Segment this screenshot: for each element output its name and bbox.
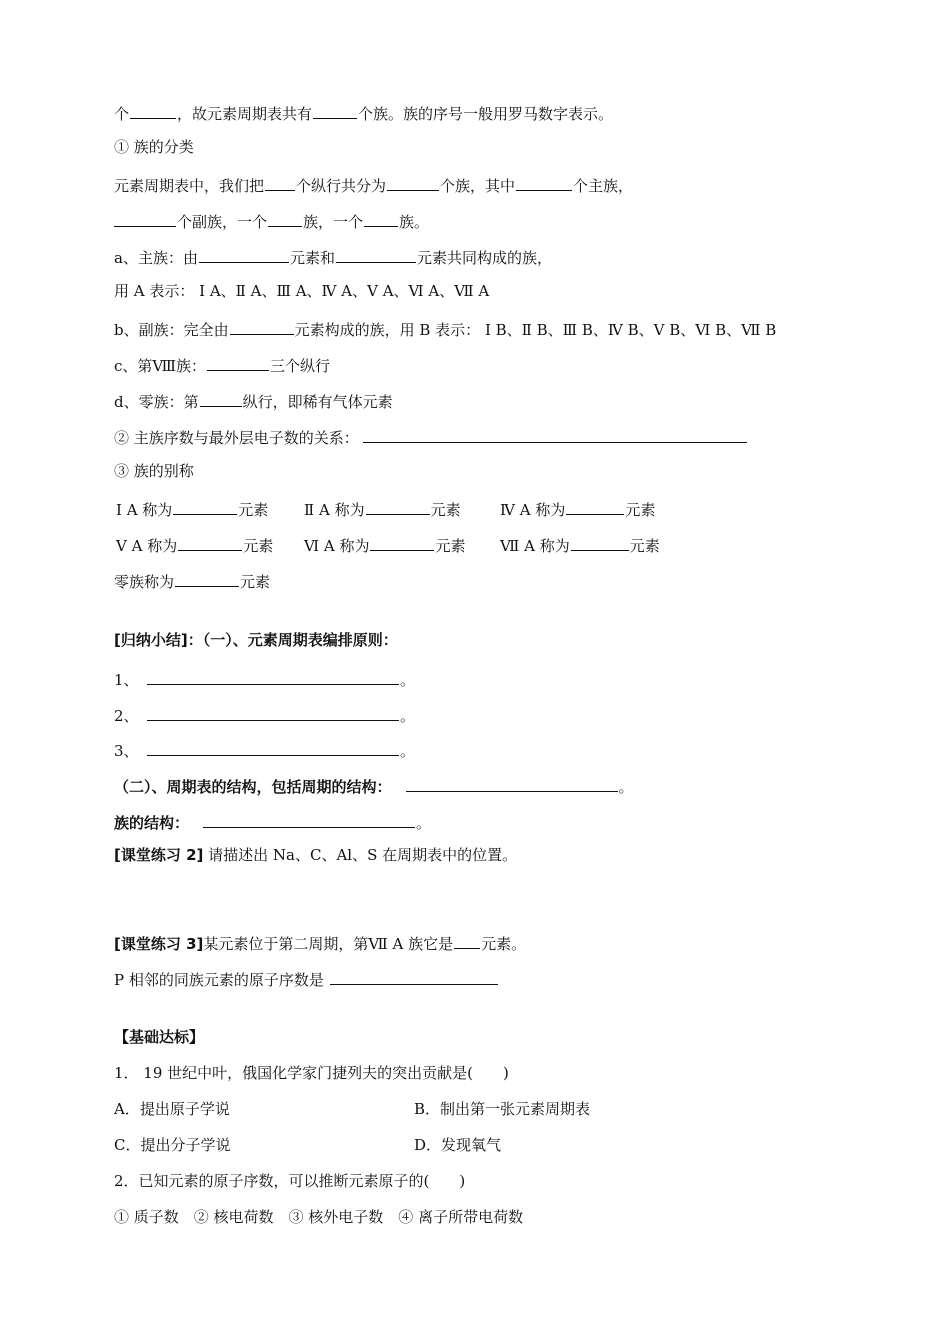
fill-blank[interactable]	[199, 248, 289, 263]
alias-5a: Ⅴ A 称为 元素	[116, 537, 274, 555]
fill-blank[interactable]	[268, 212, 302, 227]
text: 个纵行共分为	[296, 177, 387, 195]
text: 元素构成的族，用 B 表示： Ⅰ B、Ⅱ B、Ⅲ B、Ⅳ B、Ⅴ B、Ⅵ B、Ⅶ B	[294, 321, 777, 339]
principle-1: 1、 。	[114, 671, 416, 689]
alias-4a: Ⅳ A 称为 元素	[500, 501, 656, 519]
exercise-3-line2: P 相邻的同族元素的原子序数是	[114, 970, 499, 988]
question-1: 1． 19 世纪中叶，俄国化学家门捷列夫的突出贡献是( )	[114, 1064, 509, 1082]
alias-7a: Ⅶ A 称为 元素	[500, 537, 660, 555]
question-2: 2．已知元素的原子序数，可以推断元素原子的( )	[114, 1172, 466, 1190]
fill-blank[interactable]	[363, 428, 747, 443]
exercise-3: [课堂练习 3]某元素位于第二周期，第Ⅶ A 族它是 元素。	[114, 935, 527, 953]
line-group-count	[114, 104, 613, 122]
alias-1a: Ⅰ A 称为 元素	[116, 501, 269, 519]
summary-title: [归纳小结]：（一）、元素周期表编排原则：	[114, 631, 398, 649]
text: 族。	[399, 213, 430, 231]
text: 个族，其中	[440, 177, 516, 195]
fill-blank[interactable]	[178, 536, 242, 551]
line-columns	[114, 176, 633, 194]
fill-blank[interactable]	[175, 572, 239, 587]
q1-option-a[interactable]: A．提出原子学说	[114, 1100, 230, 1118]
text: 个	[114, 105, 130, 123]
fill-blank[interactable]	[173, 500, 237, 515]
line-subgroups	[114, 212, 429, 230]
fill-blank[interactable]	[571, 536, 629, 551]
fill-blank[interactable]	[200, 392, 242, 407]
fill-blank[interactable]	[370, 536, 434, 551]
text: 元素和	[289, 249, 335, 267]
basic-title: 【基础达标】	[114, 1028, 205, 1046]
text: 纵行，即稀有气体元素	[242, 393, 393, 411]
text: 三个纵行	[270, 357, 331, 375]
fill-blank[interactable]	[454, 934, 480, 949]
q1-option-b[interactable]: B．制出第一张元素周期表	[414, 1100, 591, 1118]
text: 元素周期表中，我们把	[114, 177, 265, 195]
alias-2a: Ⅱ A 称为 元素	[304, 501, 461, 519]
text: 族，一个	[303, 213, 364, 231]
alias-6a: Ⅵ A 称为 元素	[304, 537, 466, 555]
fill-blank[interactable]	[207, 356, 269, 371]
fill-blank[interactable]	[313, 104, 357, 119]
q1-option-c[interactable]: C．提出分子学说	[114, 1136, 231, 1154]
alias-zero: 零族称为 元素	[114, 573, 271, 591]
text: d、零族：第	[114, 393, 199, 411]
text: ，故元素周期表共有	[177, 105, 313, 123]
fill-blank[interactable]	[203, 813, 415, 828]
text: c、第Ⅷ族：	[114, 357, 207, 375]
text: ② 主族序数与最外层电子数的关系：	[114, 429, 359, 447]
line-main-group-notation: 用 A 表示： Ⅰ A、Ⅱ A、Ⅲ A、Ⅳ A、Ⅴ A、Ⅵ A、Ⅶ A	[114, 282, 490, 300]
line-group-eight	[114, 356, 330, 374]
text: a、主族：由	[114, 249, 198, 267]
exercise-2: [课堂练习 2] 请描述出 Na、C、Al、S 在周期表中的位置。	[114, 846, 518, 864]
heading-group-aliases: ③ 族的别称	[114, 462, 194, 480]
principle-3: 3、 。	[114, 742, 416, 760]
fill-blank[interactable]	[147, 670, 399, 685]
fill-blank[interactable]	[130, 104, 176, 119]
line-group-electron-relation	[114, 428, 748, 446]
q1-option-d[interactable]: D．发现氧气	[414, 1136, 502, 1154]
fill-blank[interactable]	[147, 706, 399, 721]
fill-blank[interactable]	[566, 500, 624, 515]
text: 个副族，一个	[177, 213, 268, 231]
text: b、副族：完全由	[114, 321, 229, 339]
line-zero-group	[114, 392, 393, 410]
text: 个族。族的序号一般用罗马数字表示。	[358, 105, 614, 123]
heading-group-classification: ① 族的分类	[114, 138, 194, 156]
text: 个主族，	[573, 177, 634, 195]
fill-blank[interactable]	[366, 500, 430, 515]
fill-blank[interactable]	[330, 970, 498, 985]
structure-group: 族的结构： 。	[114, 814, 432, 832]
structure-period: （二）、周期表的结构，包括周期的结构： 。	[114, 778, 634, 796]
q2-options: ① 质子数 ② 核电荷数 ③ 核外电子数 ④ 离子所带电荷数	[114, 1208, 524, 1226]
fill-blank[interactable]	[147, 741, 399, 756]
fill-blank[interactable]	[387, 176, 439, 191]
fill-blank[interactable]	[230, 320, 294, 335]
line-sub-group	[114, 320, 776, 338]
text: 元素共同构成的族，	[416, 249, 552, 267]
fill-blank[interactable]	[265, 176, 295, 191]
fill-blank[interactable]	[364, 212, 398, 227]
fill-blank[interactable]	[336, 248, 416, 263]
fill-blank[interactable]	[516, 176, 572, 191]
fill-blank[interactable]	[114, 212, 176, 227]
line-main-group	[114, 248, 552, 266]
principle-2: 2、 。	[114, 707, 416, 725]
fill-blank[interactable]	[406, 777, 618, 792]
